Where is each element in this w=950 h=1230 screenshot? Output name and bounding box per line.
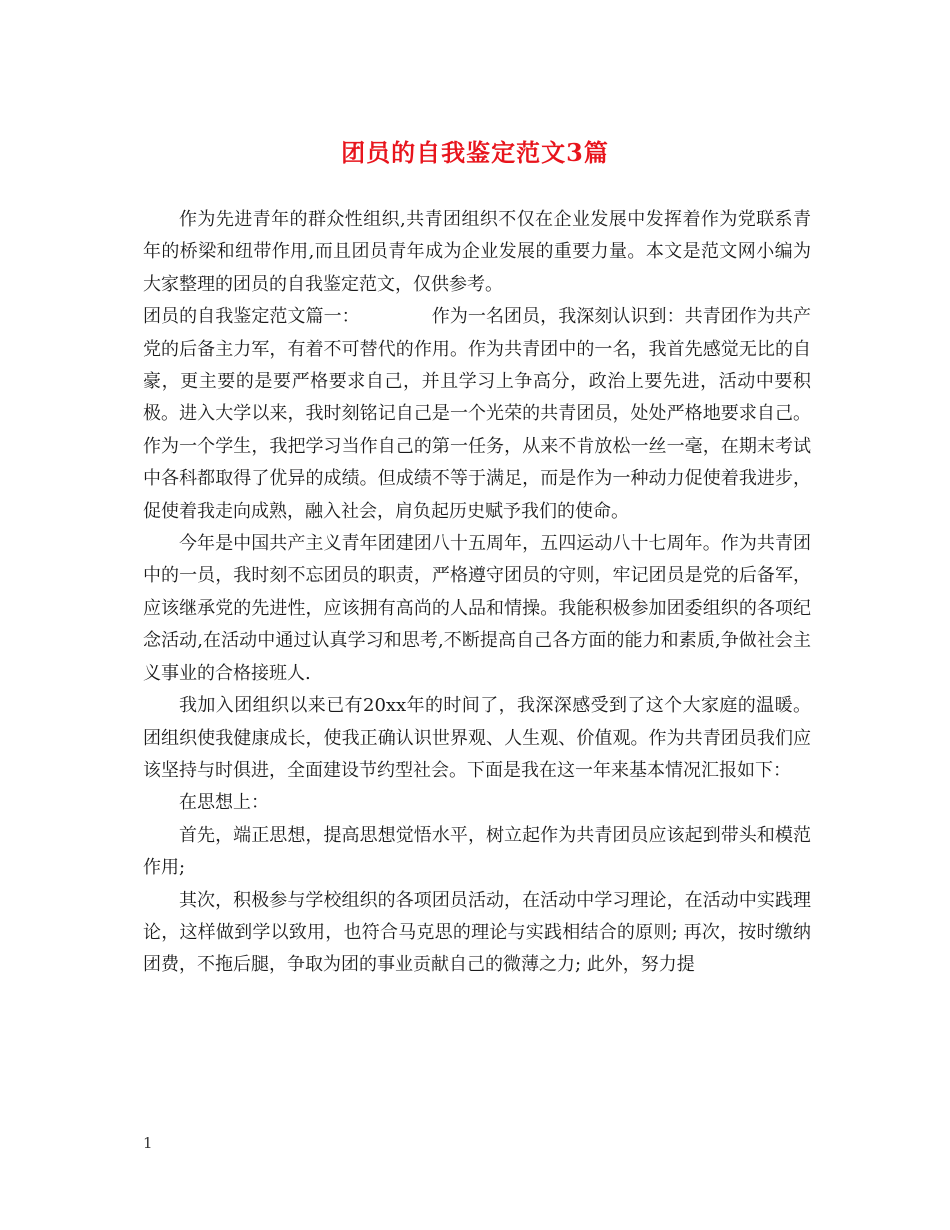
document-title: 团员的自我鉴定范文3篇 <box>341 138 609 167</box>
section-one-text: 作为一名团员，我深刻认识到：共青团作为共产党的后备主力军，有着不可替代的作用。作为共青团中的一名，我首先感觉无比的自豪，更主要的是要严格要求自己，并且学习上争高分，政治上要先进，活动中要积极。进入大学以来，我时刻铭记自己是一个光荣的共青团员，处处严格地要求自己。作为一个学生，我把学习当作自己的第一任务，从来不肯放松一丝一毫，在期末考试中各科都取得了优异的成绩。但成绩不等于满足，而是作为一种动力促使着我进步，促使着我走向成熟，融入社会，肩负起历史赋予我们的使命。 <box>143 306 812 522</box>
paragraph-intro: 作为先进青年的群众性组织,共青团组织不仅在企业发展中发挥着作为党联系青年的桥梁和纽带作用,而且团员青年成为企业发展的重要力量。本文是范文网小编为大家整理的团员的自我鉴定范文，仅供参考。 <box>143 209 811 295</box>
paragraph-first: 首先，端正思想，提高思想觉悟水平，树立起作为共青团员应该起到带头和模范作用; <box>143 824 811 879</box>
page-number: 1 <box>143 1134 153 1152</box>
paragraph-anniversary: 今年是中国共产主义青年团建团八十五周年，五四运动八十七周年。作为共青团中的一员，我时刻不忘团员的职责，严格遵守团员的守则，牢记团员是党的后备军，应该继承党的先进性，应该拥有高尚的人品和情操。我能积极参加团委组织的各项纪念活动,在活动中通过认真学习和思考,不断提高自己各方面的能力和素质,争做社会主义事业的合格接班人. <box>143 533 811 684</box>
paragraph-thought-heading: 在思想上： <box>179 792 269 814</box>
paragraph-section-one <box>143 301 811 528</box>
paragraph-second: 其次，积极参与学校组织的各项团员活动，在活动中学习理论，在活动中实践理论，这样做到学以致用，也符合马克思的理论与实践相结合的原则; 再次，按时缴纳团费，不拖后腿，争取为团的事业贡献自己的微薄之力; 此外，努力提 <box>143 889 811 976</box>
section-heading: 团员的自我鉴定范文篇一： <box>143 306 360 328</box>
document-body <box>143 204 811 982</box>
paragraph-joining: 我加入团组织以来已有20xx年的时间了，我深深感受到了这个大家庭的温暖。团组织使我健康成长，使我正确认识世界观、人生观、价值观。作为共青团员我们应该坚持与时俱进，全面建设节约型社会。下面是我在这一年来基本情况汇报如下： <box>143 695 811 781</box>
